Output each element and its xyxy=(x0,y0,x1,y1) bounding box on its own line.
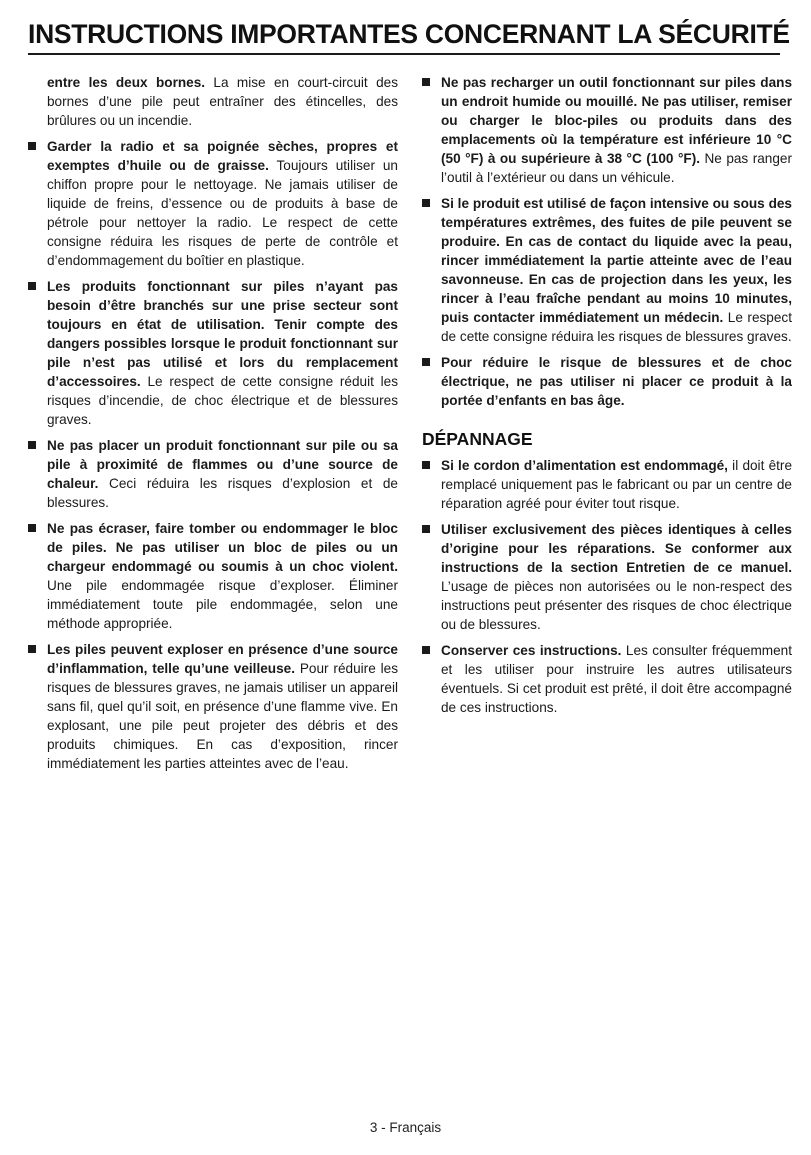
title-divider xyxy=(28,53,780,55)
square-bullet-icon xyxy=(422,78,430,86)
safety-item xyxy=(28,277,398,429)
paragraph-bold-text: Les produits fonctionnant sur piles n’ayant pas besoin d’être branchés sur une prise secteur sont toujours en état de utilisation. Tenir compte des dangers possibles lorsque le produit fonctionnant sur pile n’est pas utilisé et lors du remplacement d’accessoires. xyxy=(47,279,398,389)
paragraph-text: Pour réduire les risques de blessures graves, ne jamais utiliser un appareil sans fil, quel qu’il soit, en présence d’une flamme vive. En explosant, une pile peut projeter des débris et des produits chimiques. En cas d’exposition, rincer immédiatement les parties atteintes avec de l’eau. xyxy=(47,661,398,771)
safety-item xyxy=(28,519,398,633)
section-heading: DÉPANNAGE xyxy=(422,429,533,449)
square-bullet-icon xyxy=(28,645,36,653)
safety-item xyxy=(28,436,398,512)
paragraph-text: Ceci réduira les risques d’explosion et de blessures. xyxy=(47,476,398,510)
troubleshooting-item xyxy=(422,641,792,717)
square-bullet-icon xyxy=(28,282,36,290)
paragraph-text: Le respect de cette consigne réduira les risques de blessures graves. xyxy=(441,310,792,344)
square-bullet-icon xyxy=(28,441,36,449)
right-column xyxy=(422,73,792,724)
paragraph-bold-text: Garder la radio et sa poignée sèches, propres et exemptes d’huile ou de graisse. xyxy=(47,139,398,173)
troubleshooting-item xyxy=(422,520,792,634)
paragraph-text: il doit être remplacé uniquement pas le fabricant ou par un centre de réparation agréé pour éviter tout risque. xyxy=(441,458,792,511)
square-bullet-icon xyxy=(422,646,430,654)
paragraph-text: Toujours utiliser un chiffon propre pour le nettoyage. Ne jamais utiliser de liquide de freins, d’essence ou de produits à base de pétrole pour nettoyer la radio. Le respect de cette consigne réduira les risques de perte de contrôle et d’endommagement du boîtier en plastique. xyxy=(47,158,398,268)
continued-paragraph xyxy=(28,73,398,130)
troubleshooting-item xyxy=(422,456,792,513)
paragraph-bold-text: Pour réduire le risque de blessures et de choc électrique, ne pas utiliser ni placer ce produit à la portée d’enfants en bas âge. xyxy=(441,355,792,408)
paragraph-text: Le respect de cette consigne réduit les risques d’incendie, de choc électrique et de blessures graves. xyxy=(47,374,398,427)
safety-item xyxy=(28,137,398,270)
square-bullet-icon xyxy=(422,199,430,207)
page-title: INSTRUCTIONS IMPORTANTES CONCERNANT LA SÉCURITÉ xyxy=(28,19,790,49)
square-bullet-icon xyxy=(422,358,430,366)
paragraph-bold-text: Ne pas placer un produit fonctionnant sur pile ou sa pile à proximité de flammes ou d’une source de chaleur. xyxy=(47,438,398,491)
paragraph-bold-text: Si le produit est utilisé de façon intensive ou sous des températures extrêmes, des fuites de pile peuvent se produire. En cas de contact du liquide avec la peau, rincer immédiatement la partie atteinte avec de l’eau savonneuse. En cas de projection dans les yeux, les rincer à l’eau fraîche pendant au moins 10 minutes, puis contacter immédiatement un médecin. xyxy=(441,196,792,325)
paragraph-text: Ne pas ranger l’outil à l’extérieur ou dans un véhicule. xyxy=(441,151,792,185)
paragraph-bold-text: Les piles peuvent exploser en présence d’une source d’inflammation, telle qu’une veilleuse. xyxy=(47,642,398,676)
page-header xyxy=(28,18,790,55)
safety-item xyxy=(422,353,792,410)
paragraph-text: Une pile endommagée risque d’exploser. Éliminer immédiatement toute pile endommagée, selon une méthode appropriée. xyxy=(47,578,398,631)
safety-item xyxy=(28,640,398,773)
paragraph-bold-text: Si le cordon d’alimentation est endommagé, xyxy=(441,458,728,473)
paragraph-bold-text: entre les deux bornes. xyxy=(47,75,206,90)
safety-item xyxy=(422,73,792,187)
paragraph-text: Les consulter fréquemment et les utiliser pour instruire les autres utilisateurs éventuels. Si cet produit est prêté, il doit être accompagné de ces instructions. xyxy=(441,643,792,715)
page-number: 3 - Français xyxy=(369,1120,442,1135)
paragraph-bold-text: Conserver ces instructions. xyxy=(441,643,622,658)
square-bullet-icon xyxy=(422,525,430,533)
square-bullet-icon xyxy=(28,142,36,150)
paragraph-bold-text: Ne pas recharger un outil fonctionnant sur piles dans un endroit humide ou mouillé. Ne pas utiliser, remiser ou charger le bloc-piles ou produits dans des emplacements où la température est inférieure 10 °C (50 °F) à ou supérieure à 38 °C (100 °F). xyxy=(441,75,792,166)
paragraph-text: La mise en court-circuit des bornes d’une pile peut entraîner des étincelles, des brûlures ou un incendie. xyxy=(47,75,398,128)
left-column xyxy=(28,73,398,780)
square-bullet-icon xyxy=(422,461,430,469)
paragraph-bold-text: Ne pas écraser, faire tomber ou endommager le bloc de piles. Ne pas utiliser un bloc de piles ou un chargeur endommagé ou soumis à un choc violent. xyxy=(47,521,398,574)
paragraph-text: L’usage de pièces non autorisées ou le non-respect des instructions peut présenter des risques de choc électrique ou de blessures. xyxy=(441,579,792,632)
square-bullet-icon xyxy=(28,524,36,532)
safety-item xyxy=(422,194,792,346)
paragraph-bold-text: Utiliser exclusivement des pièces identiques à celles d’origine pour les réparations. Se conformer aux instructions de la section Entretien de ce manuel. xyxy=(441,522,792,575)
